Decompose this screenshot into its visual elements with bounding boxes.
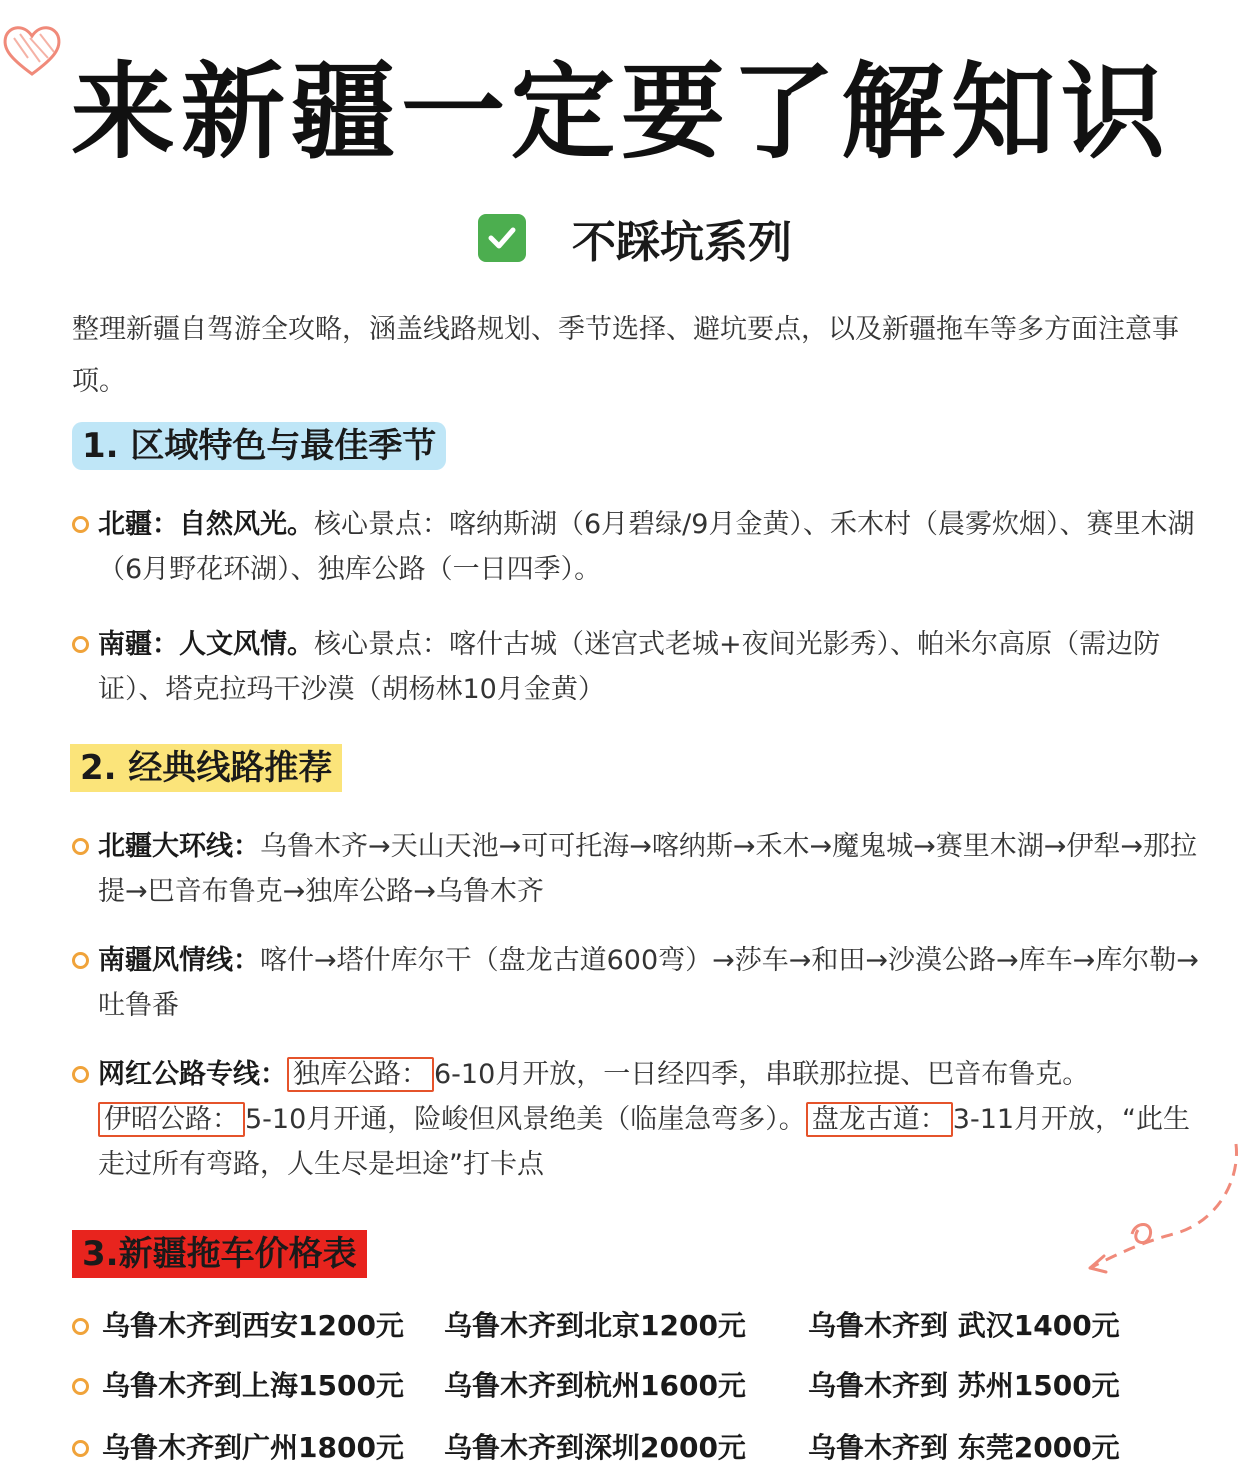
bullet-icon <box>72 636 89 653</box>
item-text: 喀什→塔什库尔干（盘龙古道600弯）→莎车→和田→沙漠公路→库车→库尔勒→吐鲁番 <box>98 945 1199 1021</box>
list-item <box>72 824 1202 914</box>
item-label: 北疆：自然风光。 <box>98 509 314 540</box>
item-label: 南疆：人文风情。 <box>98 629 314 660</box>
section-heading-3: 3.新疆拖车价格表 <box>72 1230 367 1278</box>
list-item <box>72 502 1202 592</box>
bullet-icon <box>72 1378 89 1395</box>
road-tag: 伊昭公路： <box>98 1102 245 1137</box>
dashed-arrow-icon <box>1070 1138 1242 1278</box>
list-item <box>72 938 1202 1028</box>
list-item <box>72 1052 1202 1187</box>
bullet-icon <box>72 1440 89 1457</box>
price-item: 乌鲁木齐到 武汉1400元 <box>808 1309 1120 1342</box>
item-text: 核心景点：喀纳斯湖（6月碧绿/9月金黄）、禾木村（晨雾炊烟）、赛里木湖（6月野花环湖）、独库公路（一日四季）。 <box>98 509 1195 585</box>
bullet-icon <box>72 1066 89 1083</box>
intro-paragraph: 整理新疆自驾游全攻略，涵盖线路规划、季节选择、避坑要点，以及新疆拖车等多方面注意事项。 <box>72 314 1179 397</box>
bullet-icon <box>72 838 89 855</box>
subtitle-row <box>478 208 804 268</box>
price-item: 乌鲁木齐到深圳2000元 <box>444 1431 746 1464</box>
road-tag: 盘龙古道： <box>806 1102 953 1137</box>
item-text: 核心景点：喀什古城（迷宫式老城+夜间光影秀）、帕米尔高原（需边防证）、塔克拉玛干沙漠（胡杨林10月金黄） <box>98 629 1161 705</box>
price-item: 乌鲁木齐到广州1800元 <box>72 1428 404 1468</box>
item-label: 南疆风情线： <box>98 945 260 976</box>
list-item <box>72 622 1202 712</box>
price-item: 乌鲁木齐到 苏州1500元 <box>808 1369 1120 1402</box>
price-item: 乌鲁木齐到西安1200元 <box>72 1306 404 1346</box>
check-icon <box>478 214 526 262</box>
bullet-icon <box>72 516 89 533</box>
item-text: 乌鲁木齐→天山天池→可可托海→喀纳斯→禾木→魔鬼城→赛里木湖→伊犁→那拉提→巴音布鲁克→独库公路→乌鲁木齐 <box>98 831 1197 907</box>
item-label: 网红公路专线： <box>98 1059 287 1090</box>
item-text: 3-11月开放，“此生走过所有弯路，人生尽是坦途”打卡点 <box>98 1104 1191 1180</box>
item-text: 5-10月开通，险峻但风景绝美（临崖急弯多）。 <box>245 1104 806 1135</box>
price-item: 乌鲁木齐到上海1500元 <box>72 1366 404 1406</box>
price-item: 乌鲁木齐到 东莞2000元 <box>808 1431 1120 1464</box>
subtitle: 不踩坑系列 <box>560 206 804 270</box>
item-text: 6-10月开放，一日经四季，串联那拉提、巴音布鲁克。 <box>434 1059 1090 1090</box>
bullet-icon <box>72 1318 89 1335</box>
price-item: 乌鲁木齐到杭州1600元 <box>444 1369 746 1402</box>
bullet-icon <box>72 952 89 969</box>
price-item: 乌鲁木齐到北京1200元 <box>444 1309 746 1342</box>
page-title: 来新疆一定要了解知识 <box>70 51 1171 173</box>
section-heading-2: 2. 经典线路推荐 <box>70 744 342 792</box>
item-label: 北疆大环线： <box>98 831 260 862</box>
road-tag: 独库公路： <box>287 1057 434 1092</box>
section-heading-1: 1. 区域特色与最佳季节 <box>72 422 446 470</box>
